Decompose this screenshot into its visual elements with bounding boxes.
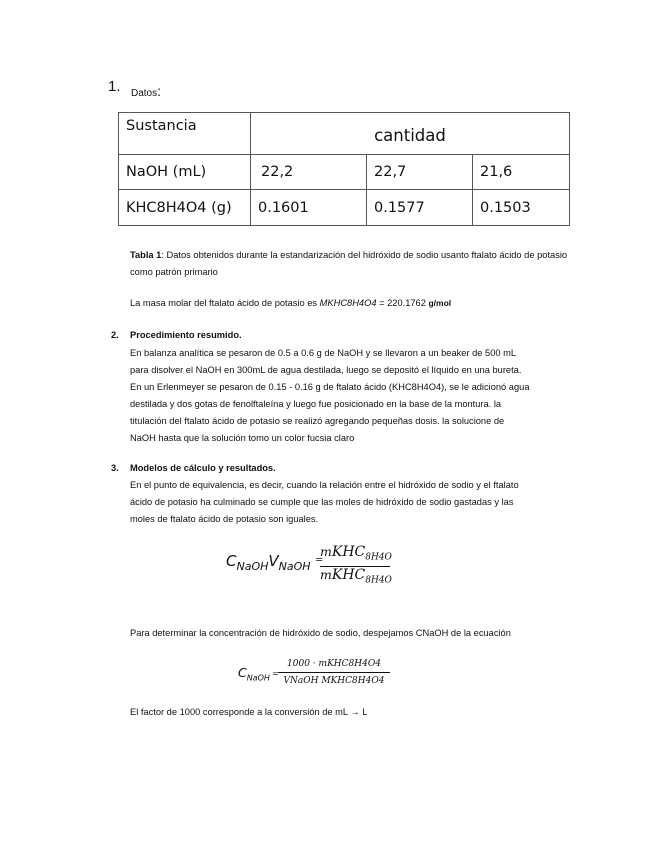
- table-cell: 0.1577: [367, 190, 473, 226]
- equation-2-fraction: [278, 658, 390, 687]
- molar-mass-symbol: MKHC8H4O4: [319, 298, 377, 308]
- section-1-number: 1.: [108, 78, 121, 95]
- paragraph-line: ácido de potasio ha culminado se cumple que las moles de hidróxido de sodio gastadas y las: [130, 497, 514, 507]
- paragraph-line: moles de ftalato ácido de potasio son iguales.: [130, 514, 319, 524]
- section-2-title: Procedimiento resumido.: [130, 330, 242, 340]
- equation-1-lhs: $C_{NaOH}V_{NaOH}$: [226, 552, 311, 573]
- paragraph-line: En el punto de equivalencia, es decir, cuando la relación entre el hidróxido de sodio y el ftalato: [130, 480, 519, 490]
- table-cell: 22,7: [367, 155, 473, 190]
- section-2-number: 2.: [111, 330, 119, 340]
- table-cell: 21,6: [473, 155, 570, 190]
- paragraph-line: En balanza analítica se pesaron de 0.5 a 0.6 g de NaOH y se llevaron a un beaker de 500 mL: [130, 348, 517, 358]
- header-sustancia: Sustancia: [119, 113, 251, 155]
- paragraph-line: NaOH hasta que la solución tomo un color fucsia claro: [130, 433, 355, 443]
- equation-2-lhs: $C_{NaOH}$: [238, 665, 270, 683]
- molar-mass-value: = 220.1762: [376, 298, 429, 308]
- header-cantidad: cantidad: [251, 113, 570, 155]
- section-1-title-colon: :: [157, 83, 162, 99]
- paragraph-line: para disolver el NaOH en 300mL de agua destilada, luego se depositó el líquido en una bureta.: [130, 365, 522, 375]
- molar-mass-prefix: La masa molar del ftalato ácido de potasio es: [130, 298, 320, 308]
- paragraph-line: titulación del ftalato ácido de potasio se realizó agregando pequeñas dosis. la solucione de: [130, 416, 505, 426]
- section-1-title-text: Datos: [131, 88, 158, 99]
- section-3-number: 3.: [111, 463, 119, 473]
- row-label: NaOH (mL): [119, 155, 251, 190]
- row-label: KHC8H4O4 (g): [119, 190, 251, 226]
- table-cell: 0.1503: [473, 190, 570, 226]
- table-header-row: [119, 113, 570, 155]
- caption-label: Tabla 1: [130, 250, 162, 260]
- equals-sign: =: [272, 669, 279, 678]
- table-cell: 22,2: [251, 155, 367, 190]
- equation-1-denominator: mKHC$_{8H4O}$: [320, 566, 392, 585]
- section-3-title: Modelos de cálculo y resultados.: [130, 463, 276, 473]
- data-table: [118, 112, 570, 226]
- equals-sign: =: [315, 555, 324, 566]
- table-row: [119, 155, 570, 190]
- table-caption: [130, 247, 570, 281]
- equation-2-numerator: 1000 · mKHC8H4O4: [287, 659, 381, 669]
- section-1-title: [131, 83, 161, 99]
- caption-text: : Datos obtenidos durante la estandarización del hidróxido de sodio usanto ftalato ácido de potasio como patrón primario: [130, 250, 568, 277]
- equation-1-fraction: [320, 545, 390, 587]
- molar-mass-unit: g/mol: [428, 298, 452, 308]
- paragraph-line: En un Erlenmeyer se pesaron de 0.15 - 0.16 g de ftalato ácido (KHC8H4O4), se le adicionó agua: [130, 382, 530, 392]
- section-3-paragraph: [130, 477, 570, 528]
- equation-1-numerator: mKHC$_{8H4O}$: [320, 544, 392, 563]
- paragraph-line: destilada y dos gotas de fenolftaleína y luego fue posicionado en la base de la montura. la: [130, 399, 502, 409]
- section-2-paragraph: [130, 345, 570, 447]
- molar-mass-line: [130, 298, 451, 308]
- table-row: [119, 190, 570, 226]
- fraction-bar: [278, 672, 390, 673]
- paragraph-factor: El factor de 1000 corresponde a la conversión de mL → L: [130, 707, 368, 717]
- table-cell: 0.1601: [251, 190, 367, 226]
- paragraph-despejar: Para determinar la concentración de hidróxido de sodio, despejamos CNaOH de la ecuación: [130, 628, 511, 638]
- equation-2-denominator: VNaOH MKHC8H4O4: [283, 676, 385, 686]
